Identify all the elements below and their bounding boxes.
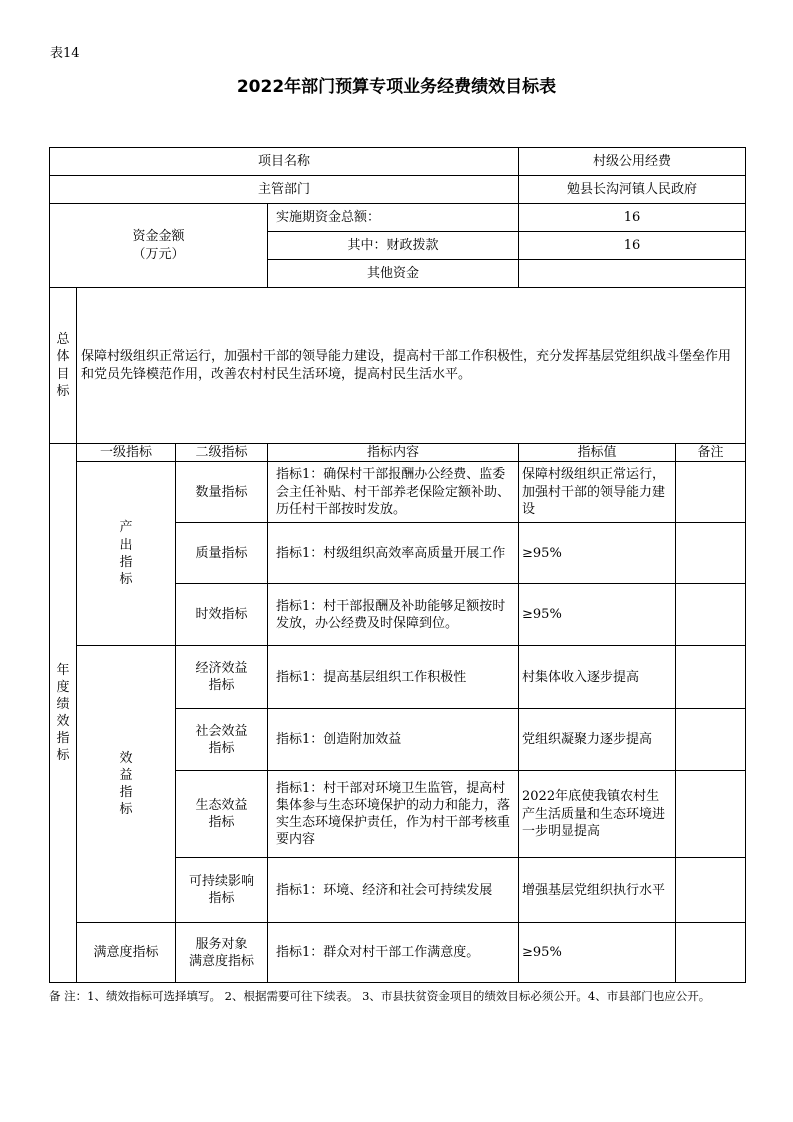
level2-economic: 经济效益 指标	[176, 646, 268, 709]
level2-quantity: 数量指标	[176, 462, 268, 523]
fund-amount-label-line2: （万元）	[132, 246, 185, 262]
project-name-value: 村级公用经费	[519, 148, 746, 176]
level2-satisfaction: 服务对象 满意度指标	[176, 923, 268, 983]
content-sustainability: 指标1：环境、经济和社会可持续发展	[268, 858, 519, 923]
value-quality: ≥95%	[519, 523, 676, 584]
fund-total-row	[50, 204, 746, 232]
content-economic: 指标1：提高基层组织工作积极性	[268, 646, 519, 709]
level2-sustainability: 可持续影响 指标	[176, 858, 268, 923]
header-value: 指标值	[519, 444, 676, 462]
satisfaction-indicator-label: 满意度指标	[77, 923, 176, 983]
fund-amount-label-line1: 资金金额	[132, 229, 185, 245]
table-number: 表14	[50, 46, 80, 61]
remark-satisfaction	[676, 923, 746, 983]
remark-quality	[676, 523, 746, 584]
fund-amount-label	[50, 204, 268, 288]
table-row	[50, 462, 746, 523]
table-row	[50, 646, 746, 709]
level2-social: 社会效益 指标	[176, 709, 268, 771]
remark-sustainability	[676, 858, 746, 923]
department-label: 主管部门	[50, 176, 519, 204]
fund-total-label: 实施期资金总额：	[268, 204, 519, 232]
content-satisfaction: 指标1：群众对村干部工作满意度。	[268, 923, 519, 983]
benefit-indicator-label: 效 益 指 标	[77, 646, 176, 923]
fund-total-value: 16	[519, 204, 746, 232]
table-row	[50, 923, 746, 983]
department-value: 勉县长沟河镇人民政府	[519, 176, 746, 204]
indicator-header-row	[50, 444, 746, 462]
value-ecological: 2022年底使我镇农村生产生活质量和生态环境进一步明显提高	[519, 771, 676, 858]
level2-quality: 质量指标	[176, 523, 268, 584]
value-economic: 村集体收入逐步提高	[519, 646, 676, 709]
fund-fiscal-label: 其中：财政拨款	[268, 232, 519, 260]
level2-timeliness: 时效指标	[176, 584, 268, 646]
content-social: 指标1：创造附加效益	[268, 709, 519, 771]
value-social: 党组织凝聚力逐步提高	[519, 709, 676, 771]
fund-fiscal-value: 16	[519, 232, 746, 260]
value-quantity: 保障村级组织正常运行，加强村干部的领导能力建设	[519, 462, 676, 523]
overall-goal-text: 保障村级组织正常运行，加强村干部的领导能力建设，提高村干部工作积极性，充分发挥基层党组织战斗堡垒作用和党员先锋模范作用，改善农村村民生活环境，提高村民生活水平。	[77, 288, 746, 444]
output-indicator-label: 产 出 指 标	[77, 462, 176, 646]
header-remark: 备注	[676, 444, 746, 462]
annual-indicator-label: 年 度 绩 效 指 标	[50, 444, 77, 983]
fund-other-value	[519, 260, 746, 288]
performance-target-table	[49, 147, 746, 983]
content-ecological: 指标1：村干部对环境卫生监管，提高村集体参与生态环境保护的动力和能力，落实生态环境保护责任，作为村干部考核重要内容	[268, 771, 519, 858]
remark-social	[676, 709, 746, 771]
content-quantity: 指标1：确保村干部报酬办公经费、监委会主任补贴、村干部养老保险定额补助、历任村干部按时发放。	[268, 462, 519, 523]
value-satisfaction: ≥95%	[519, 923, 676, 983]
footnote: 备 注：1、绩效指标可选择填写。 2、根据需要可往下续表。 3、市县扶贫资金项目的绩效目标必须公开。4、市县部门也应公开。	[49, 989, 711, 1003]
page-title: 2022年部门预算专项业务经费绩效目标表	[236, 77, 557, 97]
value-sustainability: 增强基层党组织执行水平	[519, 858, 676, 923]
project-name-row	[50, 148, 746, 176]
remark-quantity	[676, 462, 746, 523]
content-timeliness: 指标1：村干部报酬及补助能够足额按时发放，办公经费及时保障到位。	[268, 584, 519, 646]
fund-other-label: 其他资金	[268, 260, 519, 288]
header-content: 指标内容	[268, 444, 519, 462]
remark-timeliness	[676, 584, 746, 646]
remark-economic	[676, 646, 746, 709]
remark-ecological	[676, 771, 746, 858]
project-name-label: 项目名称	[50, 148, 519, 176]
value-timeliness: ≥95%	[519, 584, 676, 646]
department-row	[50, 176, 746, 204]
overall-goal-row	[50, 288, 746, 444]
header-level1: 一级指标	[77, 444, 176, 462]
header-level2: 二级指标	[176, 444, 268, 462]
level2-ecological: 生态效益 指标	[176, 771, 268, 858]
overall-goal-label: 总 体 目 标	[50, 288, 77, 444]
content-quality: 指标1：村级组织高效率高质量开展工作	[268, 523, 519, 584]
